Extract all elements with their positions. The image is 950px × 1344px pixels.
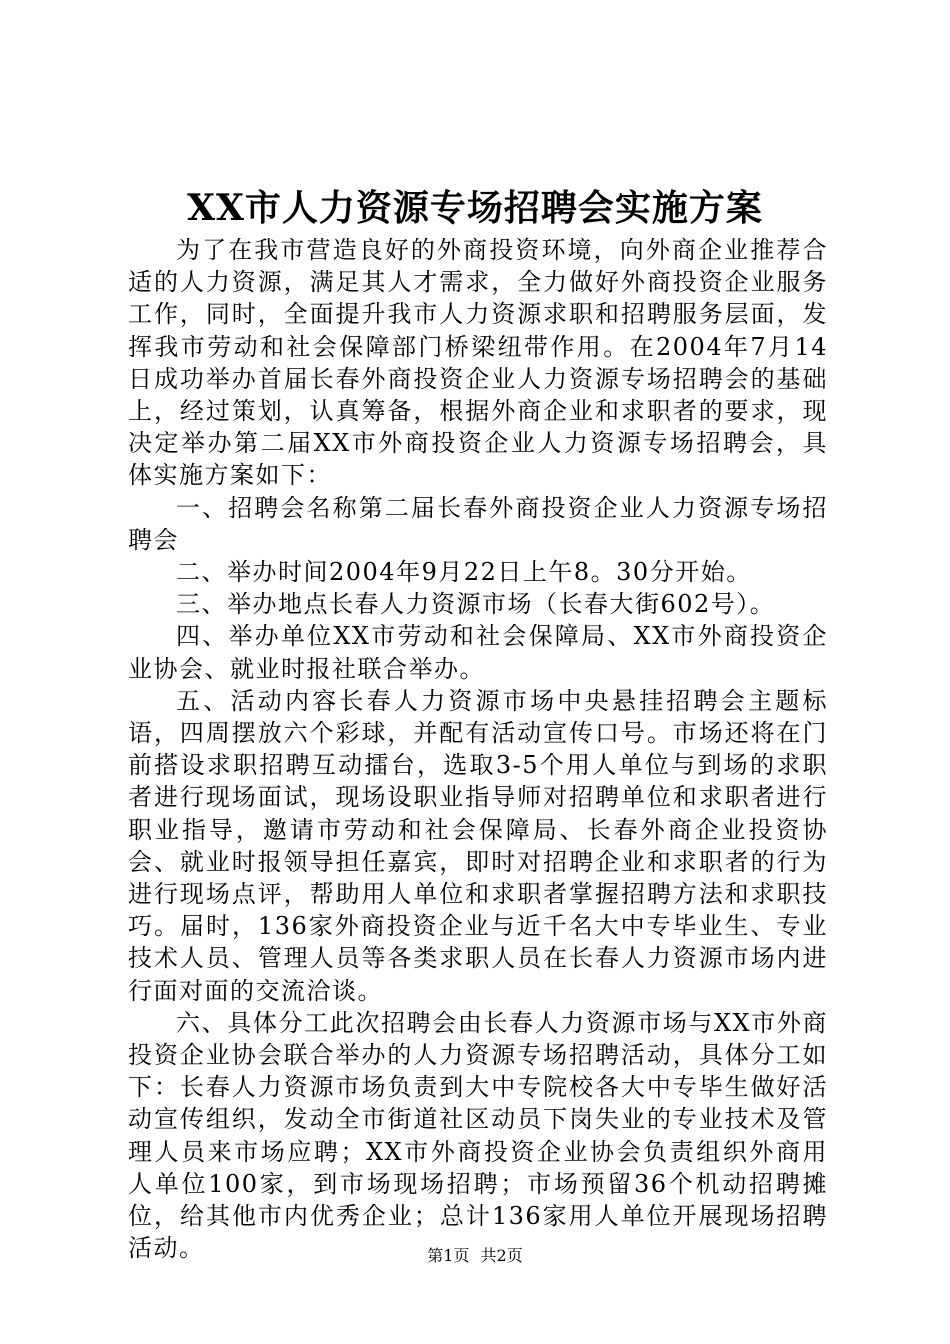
paragraph-intro: 为了在我市营造良好的外商投资环境，向外商企业推荐合适的人力资源，满足其人才需求，全力做好外商投资企业服务工作，同时，全面提升我市人力资源求职和招聘服务层面，发挥我市劳动和社会保障部门桥梁纽带作用。在2004年7月14日成功举办首届长春外商投资企业人力资源专场招聘会的基础上，经过策划，认真筹备，根据外商企业和求职者的要求，现决定举办第二届XX市外商投资企业人力资源专场招聘会，具体实施方案如下：	[128, 236, 828, 490]
paragraph-organizers: 四、举办单位XX市劳动和社会保障局、XX市外商投资企业协会、就业时报社联合举办。	[128, 622, 828, 683]
page-number-current: 第1页	[427, 1246, 470, 1265]
paragraph-division-of-work: 六、具体分工此次招聘会由长春人力资源市场与XX市外商投资企业协会联合举办的人力资源专场招聘活动，具体分工如下：长春人力资源市场负责到大中专院校各大中专毕生做好活动宣传组织，发动全市街道社区动员下岗失业的专业技术及管理人员来市场应聘；XX市外商投资企业协会负责组织外商用人单位100家，到市场现场招聘；市场预留36个机动招聘摊位，给其他市内优秀企业；总计136家用人单位开展现场招聘活动。	[128, 1008, 828, 1263]
document-title: XX市人力资源专场招聘会实施方案	[187, 187, 763, 229]
paragraph-event-location: 三、举办地点长春人力资源市场（长春大街602号）。	[176, 590, 776, 619]
document-body	[128, 234, 828, 1265]
page-number-total: 共2页	[480, 1246, 523, 1265]
paragraph-event-name: 一、招聘会名称第二届长春外商投资企业人力资源专场招聘会	[128, 493, 828, 554]
paragraph-event-time: 二、举办时间2004年9月22日上午8。30分开始。	[176, 558, 752, 587]
paragraph-activity-content: 五、活动内容长春人力资源市场中央悬挂招聘会主题标语，四周摆放六个彩球，并配有活动宣传口号。市场还将在门前搭设求职招聘互动擂台，选取3-5个用人单位与到场的求职者进行现场面试，现场设职业指导师对招聘单位和求职者进行职业指导，邀请市劳动和社会保障局、长春外商企业投资协会、就业时报领导担任嘉宾，即时对招聘企业和求职者的行为进行现场点评，帮助用人单位和求职者掌握招聘方法和求职技巧。届时，136家外商投资企业与近千名大中专毕业生、专业技术人员、管理人员等各类求职人员在长春人力资源市场内进行面对面的交流洽谈。	[128, 686, 828, 1005]
page-footer	[0, 1246, 950, 1266]
